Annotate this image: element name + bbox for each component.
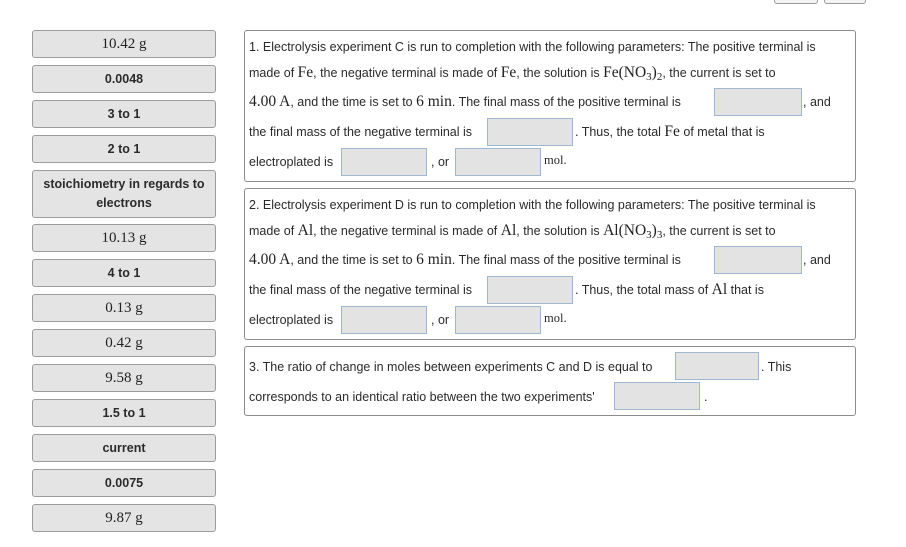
q1-text: . Thus, the total [575, 125, 665, 139]
answer-chip[interactable]: 0.0048 [32, 65, 216, 93]
q2-text: . Thus, the total mass of [575, 283, 712, 297]
q1-mol-unit: mol. [544, 153, 567, 167]
q1-negative-mass-dropzone[interactable] [487, 118, 573, 146]
q1-total-metal: Fe [664, 123, 680, 140]
q1-and: , and [803, 95, 831, 109]
q1-electroplated-mass-dropzone[interactable] [341, 148, 427, 176]
q1-formula-part: ) [651, 64, 657, 81]
answer-chip[interactable]: 4 to 1 [32, 259, 216, 287]
q3-this: . This [761, 360, 792, 374]
q2-text: , the current is set to [662, 224, 776, 238]
q1-line-3 [249, 94, 681, 110]
q2-formula-part: Al(NO [603, 222, 647, 239]
q2-text: , the solution is [516, 224, 604, 238]
q1-positive-mass-dropzone[interactable] [714, 88, 802, 116]
q1-time-value: 6 min [416, 93, 452, 110]
q3-line-1: 3. The ratio of change in moles between experiments C and D is equal to [249, 360, 653, 374]
answer-chip[interactable]: current [32, 434, 216, 462]
answer-chip[interactable]: 1.5 to 1 [32, 399, 216, 427]
q3-ratio-dropzone[interactable] [675, 352, 759, 380]
answer-chip[interactable]: 9.87 g [32, 504, 216, 532]
q1-text: , and the time is set to [290, 95, 417, 109]
q1-or: , or [431, 155, 450, 169]
q1-text: . The final mass of the positive terminal is [451, 95, 681, 109]
q2-line-3 [249, 252, 681, 268]
answer-chip[interactable]: 3 to 1 [32, 100, 216, 128]
q2-or: , or [431, 313, 450, 327]
q1-formula-sub: 3 [646, 71, 652, 83]
answer-chip[interactable]: 10.13 g [32, 224, 216, 252]
q1-text: made of [249, 66, 298, 80]
q2-text: . The final mass of the positive terminal is [451, 253, 681, 267]
q1-formula-sub: 2 [656, 71, 663, 83]
q2-text: made of [249, 224, 298, 238]
top-nav-button-right[interactable] [824, 0, 866, 4]
q2-formula-sub: 3 [656, 229, 663, 241]
q2-electroplated-moles-dropzone[interactable] [455, 306, 541, 334]
q3-quantity-dropzone[interactable] [614, 382, 700, 410]
q1-line-2 [249, 65, 776, 85]
q2-current-value: 4.00 A [249, 251, 291, 268]
q1-positive-metal: Fe [297, 64, 314, 81]
top-nav-button-left[interactable] [774, 0, 818, 4]
q1-text: , the negative terminal is made of [313, 66, 501, 80]
question-2-box [244, 188, 856, 340]
q1-line-1: 1. Electrolysis experiment C is run to completion with the following parameters: The positive terminal is [249, 40, 816, 54]
answer-chip[interactable]: 9.58 g [32, 364, 216, 392]
q2-and: , and [803, 253, 831, 267]
q2-line-4b [575, 282, 764, 298]
q1-electroplated-moles-dropzone[interactable] [455, 148, 541, 176]
q1-text: , the solution is [516, 66, 604, 80]
q2-line-1: 2. Electrolysis experiment D is run to completion with the following parameters: The positive terminal is [249, 198, 816, 212]
q2-solution-formula [603, 222, 662, 239]
answer-chip[interactable]: stoichiometry in regards to electrons [32, 170, 216, 218]
q2-line-4a: the final mass of the negative terminal is [249, 283, 473, 297]
q2-total-metal: Al [711, 281, 728, 298]
q2-negative-metal: Al [500, 222, 517, 239]
q2-negative-mass-dropzone[interactable] [487, 276, 573, 304]
q2-positive-mass-dropzone[interactable] [714, 246, 802, 274]
q2-line-2 [249, 223, 776, 243]
q2-mol-unit: mol. [544, 311, 567, 325]
q1-solution-formula [603, 64, 662, 81]
answer-chip[interactable]: 2 to 1 [32, 135, 216, 163]
answer-chip[interactable]: 10.42 g [32, 30, 216, 58]
q1-text: , the current is set to [662, 66, 776, 80]
answer-chip[interactable]: 0.0075 [32, 469, 216, 497]
q2-text: , the negative terminal is made of [313, 224, 501, 238]
q2-line-5: electroplated is [249, 313, 334, 327]
question-3-box [244, 346, 856, 416]
question-1-box [244, 30, 856, 182]
q3-line-2: corresponds to an identical ratio between the two experiments' [249, 390, 595, 404]
q1-formula-part: Fe(NO [603, 64, 647, 81]
q1-line-4b [575, 124, 765, 140]
q3-period: . [704, 390, 708, 404]
q1-text: of metal that is [679, 125, 765, 139]
q2-positive-metal: Al [297, 222, 314, 239]
q1-negative-metal: Fe [500, 64, 517, 81]
q1-current-value: 4.00 A [249, 93, 291, 110]
answer-chip[interactable]: 0.42 g [32, 329, 216, 357]
q1-line-4a: the final mass of the negative terminal is [249, 125, 473, 139]
q2-formula-part: ) [651, 222, 657, 239]
answer-chip[interactable]: 0.13 g [32, 294, 216, 322]
q2-formula-sub: 3 [646, 229, 652, 241]
q2-text: that is [727, 283, 764, 297]
q2-electroplated-mass-dropzone[interactable] [341, 306, 427, 334]
q2-time-value: 6 min [416, 251, 452, 268]
q2-text: , and the time is set to [290, 253, 417, 267]
q1-line-5: electroplated is [249, 155, 334, 169]
